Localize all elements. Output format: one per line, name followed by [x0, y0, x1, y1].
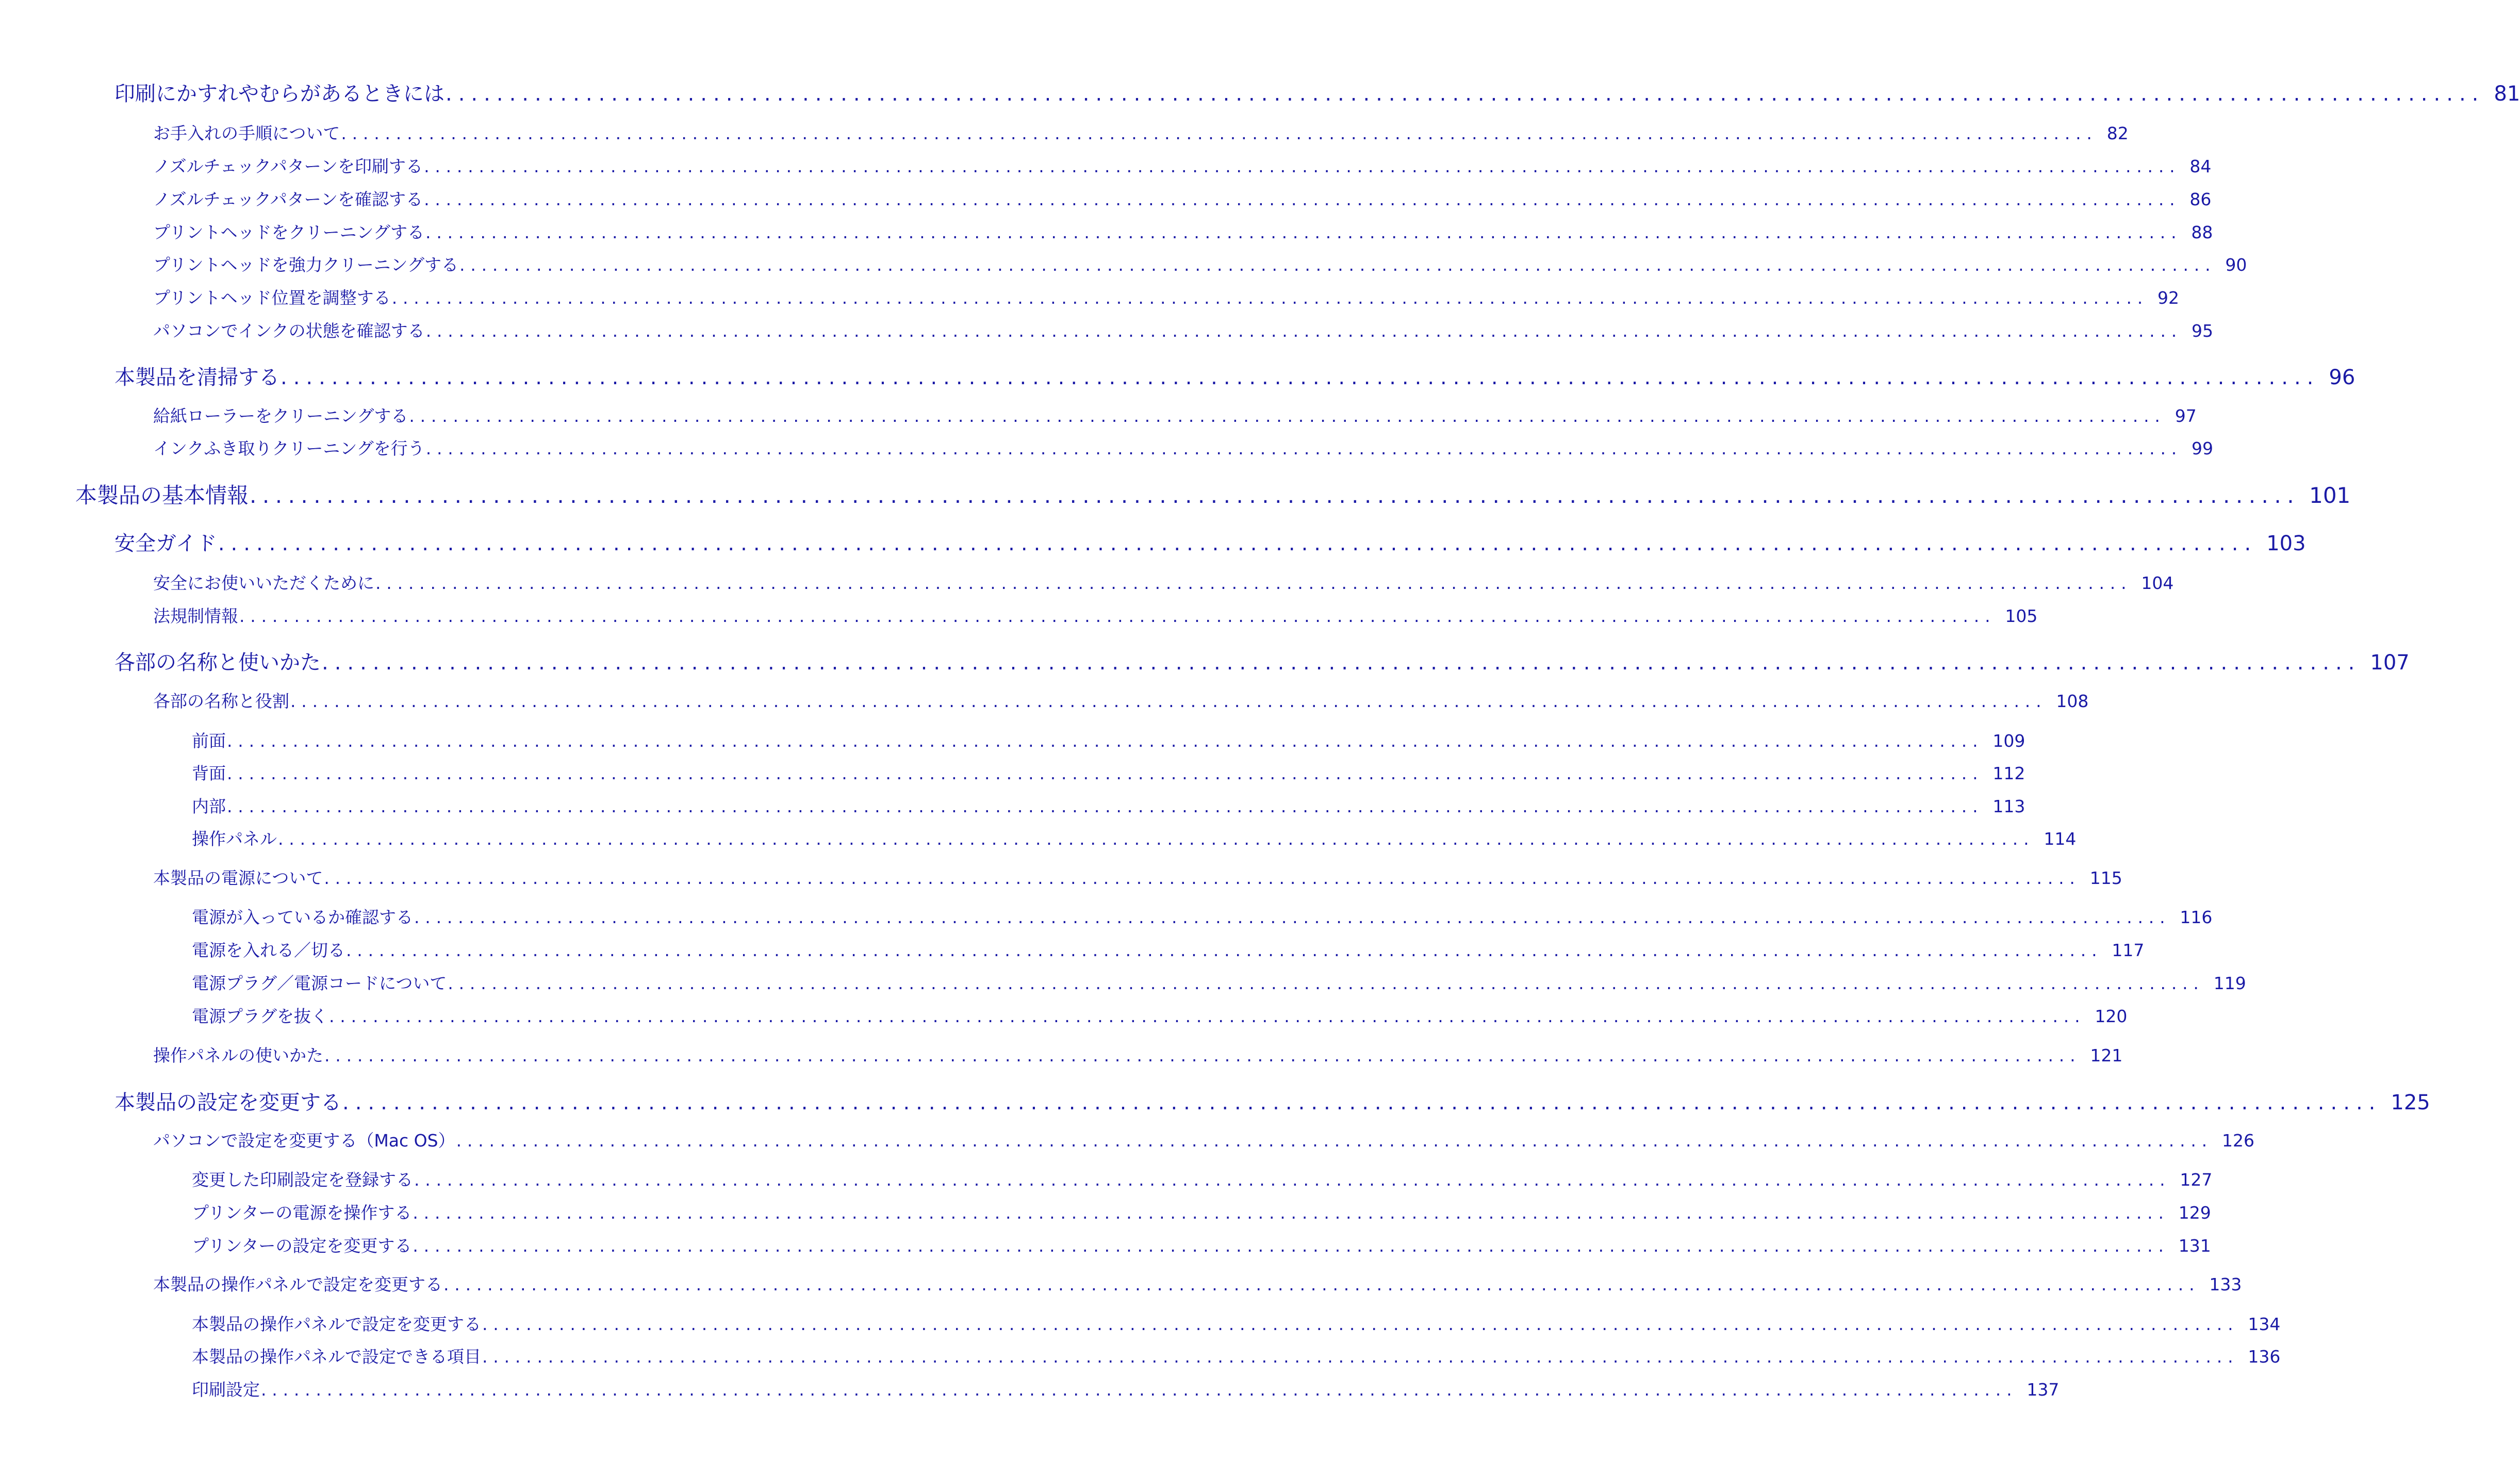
- toc-entry[interactable]: [192, 1311, 2281, 1335]
- toc-dot-leader: ................................................................................................................................................................: [218, 532, 2258, 555]
- toc-dot-leader: ................................................................................................................................................................: [250, 483, 2300, 508]
- toc-entry-title: 本製品の基本情報: [75, 483, 249, 508]
- toc-entry-page-number: 92: [2157, 288, 2180, 308]
- toc-entry-page-number: 95: [2192, 321, 2214, 341]
- toc-dot-leader: ................................................................................................................................................................: [324, 868, 2081, 888]
- toc-entry[interactable]: [114, 1086, 2430, 1116]
- toc-dot-leader: ................................................................................................................................................................: [456, 1130, 2213, 1151]
- toc-entry-page-number: 90: [2225, 255, 2247, 275]
- toc-entry[interactable]: [153, 219, 2213, 243]
- toc-entry-page-number: 117: [2112, 940, 2145, 960]
- toc-entry-page-number: 101: [2309, 483, 2351, 508]
- toc-entry-title: ノズルチェックパターンを確認する: [153, 189, 423, 209]
- toc-dot-leader: ................................................................................................................................................................: [424, 189, 2181, 209]
- toc-dot-leader: ................................................................................................................................................................: [329, 1006, 2086, 1026]
- toc-dot-leader: ................................................................................................................................................................: [413, 1203, 2169, 1223]
- toc-entry-title: 本製品の操作パネルで設定できる項目: [192, 1347, 481, 1367]
- toc-dot-leader: ................................................................................................................................................................: [446, 82, 2485, 106]
- toc-entry-page-number: 115: [2089, 868, 2122, 888]
- toc-entry-title: 各部の名称と使いかた: [114, 651, 321, 675]
- toc-entry[interactable]: [192, 1343, 2281, 1368]
- toc-dot-leader: ................................................................................................................................................................: [482, 1347, 2239, 1367]
- toc-dot-leader: ................................................................................................................................................................: [227, 731, 1984, 751]
- toc-entry-title: 変更した印刷設定を登録する: [192, 1170, 413, 1190]
- toc-entry-title: 本製品を清掃する: [114, 366, 279, 389]
- toc-dot-leader: ................................................................................................................................................................: [443, 1274, 2200, 1294]
- toc-entry[interactable]: [192, 793, 2025, 817]
- toc-entry-title: プリントヘッド位置を調整する: [153, 288, 391, 308]
- toc-entry[interactable]: [153, 865, 2122, 889]
- toc-entry-page-number: 116: [2180, 907, 2213, 927]
- toc-entry[interactable]: [192, 904, 2213, 928]
- toc-dot-leader: ................................................................................................................................................................: [425, 222, 2182, 242]
- toc-entry-title: パソコンでインクの状態を確認する: [153, 321, 425, 341]
- toc-entry-page-number: 104: [2141, 573, 2174, 593]
- toc-entry-title: プリンターの電源を操作する: [192, 1203, 412, 1223]
- toc-entry-page-number: 134: [2248, 1314, 2281, 1334]
- toc-entry-title: 操作パネル: [192, 829, 277, 849]
- toc-dot-leader: ................................................................................................................................................................: [375, 573, 2132, 593]
- toc-entry-page-number: 131: [2178, 1236, 2211, 1256]
- toc-entry[interactable]: [192, 1003, 2128, 1027]
- toc-entry-page-number: 112: [1992, 763, 2025, 783]
- toc-entry-page-number: 108: [2056, 691, 2089, 711]
- toc-dot-leader: ................................................................................................................................................................: [281, 366, 2320, 389]
- toc-entry-title: 本製品の操作パネルで設定を変更する: [192, 1314, 481, 1334]
- toc-entry-title: インクふき取りクリーニングを行う: [153, 438, 425, 458]
- toc-dot-leader: ................................................................................................................................................................: [227, 763, 1984, 783]
- toc-entry[interactable]: [192, 970, 2246, 994]
- toc-entry-page-number: 127: [2180, 1170, 2213, 1190]
- toc-entry-title: パソコンで設定を変更する（Mac OS）: [153, 1130, 455, 1151]
- toc-entry-title: 各部の名称と役割: [153, 691, 289, 711]
- toc-entry-title: 本製品の操作パネルで設定を変更する: [153, 1274, 442, 1294]
- toc-entry-title: 安全ガイド: [114, 532, 217, 555]
- toc-entry-page-number: 129: [2178, 1203, 2211, 1223]
- toc-dot-leader: ................................................................................................................................................................: [448, 973, 2204, 993]
- toc-entry-title: プリントヘッドを強力クリーニングする: [153, 255, 459, 275]
- toc-entry-page-number: 137: [2027, 1380, 2060, 1400]
- toc-entry-title: 操作パネルの使いかた: [153, 1045, 323, 1065]
- toc-entry-title: 安全にお使いいただくために: [153, 573, 374, 593]
- toc-entry[interactable]: [153, 570, 2174, 594]
- toc-dot-leader: ................................................................................................................................................................: [482, 1314, 2239, 1334]
- toc-entry[interactable]: [153, 153, 2212, 177]
- toc-entry-title: 本製品の設定を変更する: [114, 1091, 341, 1114]
- toc-entry[interactable]: [153, 688, 2089, 712]
- toc-entry-title: 内部: [192, 796, 226, 816]
- toc-dot-leader: ................................................................................................................................................................: [425, 321, 2183, 341]
- toc-entry-page-number: 107: [2370, 651, 2410, 675]
- toc-entry[interactable]: [192, 760, 2025, 784]
- toc-entry-title: 背面: [192, 763, 226, 783]
- toc-dot-leader: ................................................................................................................................................................: [261, 1380, 2018, 1400]
- toc-entry-page-number: 105: [2005, 606, 2038, 626]
- toc-dot-leader: ................................................................................................................................................................: [459, 255, 2216, 275]
- toc-entry-page-number: 119: [2213, 973, 2246, 993]
- toc-entry[interactable]: [192, 1200, 2211, 1224]
- toc-entry-page-number: 109: [1992, 731, 2025, 751]
- toc-entry[interactable]: [192, 937, 2145, 961]
- toc-entry-title: 電源を入れる／切る: [192, 940, 345, 960]
- toc-dot-leader: ................................................................................................................................................................: [424, 156, 2181, 176]
- toc-dot-leader: ................................................................................................................................................................: [409, 406, 2166, 426]
- toc-entry[interactable]: [153, 1042, 2123, 1067]
- toc-entry-page-number: 126: [2221, 1130, 2254, 1151]
- toc-dot-leader: ................................................................................................................................................................: [342, 1091, 2382, 1114]
- toc-entry[interactable]: [114, 361, 2356, 390]
- toc-dot-leader: ................................................................................................................................................................: [227, 796, 1984, 816]
- toc-entry[interactable]: [153, 252, 2247, 276]
- toc-entry-page-number: 121: [2090, 1045, 2123, 1065]
- toc-dot-leader: ................................................................................................................................................................: [425, 438, 2183, 458]
- toc-dot-leader: ................................................................................................................................................................: [324, 1045, 2081, 1065]
- toc-entry[interactable]: [153, 603, 2038, 627]
- toc-dot-leader: ................................................................................................................................................................: [278, 829, 2035, 849]
- toc-entry-page-number: 113: [1992, 796, 2025, 816]
- toc-entry[interactable]: [75, 479, 2351, 510]
- toc-entry[interactable]: [153, 435, 2214, 460]
- toc-dot-leader: ................................................................................................................................................................: [413, 1236, 2169, 1256]
- toc-entry[interactable]: [114, 646, 2410, 676]
- toc-entry[interactable]: [153, 186, 2212, 210]
- toc-entry-page-number: 86: [2189, 189, 2212, 209]
- toc-dot-leader: ................................................................................................................................................................: [414, 907, 2171, 927]
- toc-entry-page-number: 84: [2189, 156, 2212, 176]
- toc-entry-title: 印刷にかすれやむらがあるときには: [114, 82, 444, 106]
- toc-entry[interactable]: [153, 285, 2180, 309]
- toc-entry-page-number: 103: [2266, 532, 2306, 555]
- toc-entry[interactable]: [114, 77, 2520, 107]
- toc-dot-leader: ................................................................................................................................................................: [391, 288, 2149, 308]
- toc-dot-leader: ................................................................................................................................................................: [341, 123, 2098, 143]
- toc-entry-page-number: 125: [2391, 1091, 2430, 1114]
- toc-dot-leader: ................................................................................................................................................................: [346, 940, 2103, 960]
- toc-entry-page-number: 88: [2191, 222, 2213, 242]
- toc-entry[interactable]: [192, 826, 2077, 850]
- toc-entry-title: プリントヘッドをクリーニングする: [153, 222, 425, 242]
- toc-dot-leader: ................................................................................................................................................................: [414, 1170, 2171, 1190]
- toc-entry-title: 法規制情報: [153, 606, 238, 626]
- toc-entry-title: 前面: [192, 731, 226, 751]
- toc-entry-page-number: 99: [2192, 438, 2214, 458]
- toc-entry[interactable]: [114, 527, 2306, 556]
- toc-entry[interactable]: [192, 1167, 2213, 1191]
- toc-entry[interactable]: [192, 1233, 2211, 1257]
- toc-dot-leader: ................................................................................................................................................................: [239, 606, 1996, 626]
- toc-entry-page-number: 96: [2329, 366, 2356, 389]
- toc-entry[interactable]: [192, 728, 2025, 752]
- toc-dot-leader: ................................................................................................................................................................: [322, 651, 2361, 675]
- toc-entry-page-number: 120: [2095, 1006, 2128, 1026]
- toc-entry-title: 本製品の電源について: [153, 868, 323, 888]
- toc-entry-title: 給紙ローラーをクリーニングする: [153, 406, 408, 426]
- toc-entry[interactable]: [153, 1271, 2242, 1296]
- toc-entry-page-number: 136: [2248, 1347, 2281, 1367]
- toc-dot-leader: ................................................................................................................................................................: [290, 691, 2047, 711]
- toc-entry[interactable]: [192, 1376, 2060, 1401]
- toc-entry-title: プリンターの設定を変更する: [192, 1236, 412, 1256]
- toc-entry-title: 電源が入っているか確認する: [192, 907, 413, 927]
- toc-entry-page-number: 114: [2044, 829, 2077, 849]
- toc-entry-page-number: 81: [2494, 82, 2520, 106]
- toc-entry-page-number: 97: [2175, 406, 2197, 426]
- toc-entry-page-number: 82: [2106, 123, 2129, 143]
- toc-entry-title: 印刷設定: [192, 1380, 260, 1400]
- toc-entry-title: ノズルチェックパターンを印刷する: [153, 156, 423, 176]
- toc-entry[interactable]: [153, 403, 2197, 427]
- toc-entry-title: お手入れの手順について: [153, 123, 340, 143]
- toc-entry[interactable]: [153, 318, 2214, 342]
- toc-entry-page-number: 133: [2209, 1274, 2242, 1294]
- toc-entry[interactable]: [153, 1127, 2254, 1152]
- toc-entry-title: 電源プラグを抜く: [192, 1006, 328, 1026]
- toc-entry-title: 電源プラグ／電源コードについて: [192, 973, 447, 993]
- toc-entry[interactable]: [153, 120, 2129, 144]
